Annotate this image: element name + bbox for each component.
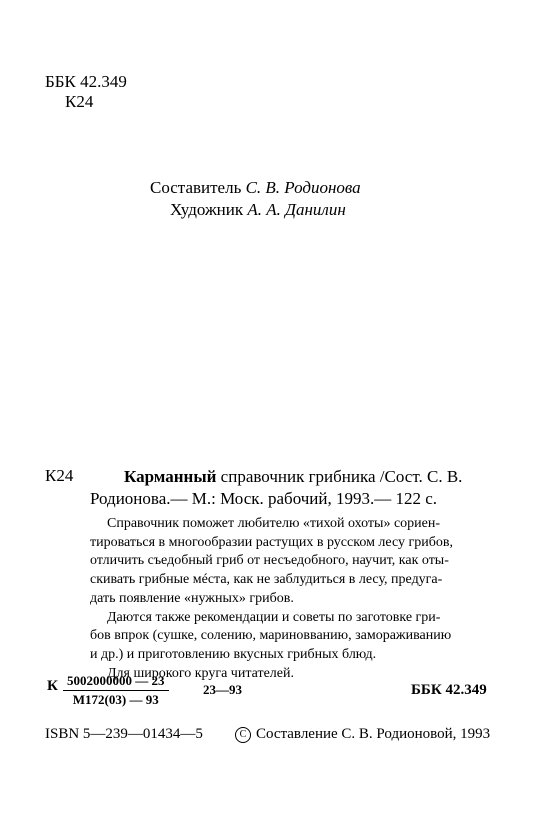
compiler-line [150, 177, 361, 199]
credits-block [150, 177, 361, 221]
bibliographic-entry [90, 466, 462, 510]
isbn: ISBN 5—239—01434—5 [45, 726, 203, 742]
annotation-line: Даются также рекомендации и советы по заготовке гри- [107, 609, 441, 625]
index-numerator: 5002000000 — 23 [63, 672, 169, 691]
index-fraction [63, 672, 169, 709]
catalog-code: К24 [45, 466, 74, 485]
annotation [90, 515, 453, 683]
compiler-role: Составитель [150, 178, 242, 197]
index-suffix: 23—93 [203, 682, 242, 697]
copyright-icon: C [235, 727, 251, 743]
entry-imprint-line: Родионова.— М.: Моск. рабочий, 1993.— 122 с. [90, 489, 438, 508]
compiler-name: С. В. Родионова [245, 178, 361, 197]
artist-name: А. А. Данилин [247, 200, 346, 219]
bbk-code: ББК 42.349 [45, 72, 127, 91]
entry-title-bold: Карманный [124, 467, 217, 486]
bbk-classification-bottom: ББК 42.349 [411, 682, 487, 698]
artist-line [150, 199, 361, 221]
annotation-line: дать появление «нужных» грибов. [90, 590, 294, 606]
annotation-line: скивать грибные мéста, как не заблудиться в лесу, предуга- [90, 572, 443, 588]
annotation-line: отличить съедобный гриб от несъедобного, научит, как оты- [90, 553, 449, 569]
copyright-text: Составление С. В. Родионовой, 1993 [256, 726, 491, 742]
entry-title-line [90, 466, 462, 488]
author-mark: К24 [65, 92, 94, 111]
annotation-line: тироваться в многообразии растущих в русском лесу грибов, [90, 534, 453, 550]
annotation-line: и др.) и приготовлению вкусных грибных блюд. [90, 646, 377, 662]
annotation-line: бов впрок (сушке, солению, мариновванию, замораживанию [90, 628, 452, 644]
artist-role: Художник [170, 200, 244, 219]
bbk-classification-top [45, 72, 127, 112]
index-denominator: М172(03) — 93 [72, 692, 159, 707]
annotation-line: Справочник поможет любителю «тихой охоты» сориен- [107, 516, 441, 531]
copyright-line [235, 726, 490, 743]
annotation-line: Для широкого круга читателей. [107, 665, 295, 681]
index-k: К [47, 678, 58, 694]
entry-title-rest: справочник грибника /Сост. С. В. [216, 467, 463, 486]
